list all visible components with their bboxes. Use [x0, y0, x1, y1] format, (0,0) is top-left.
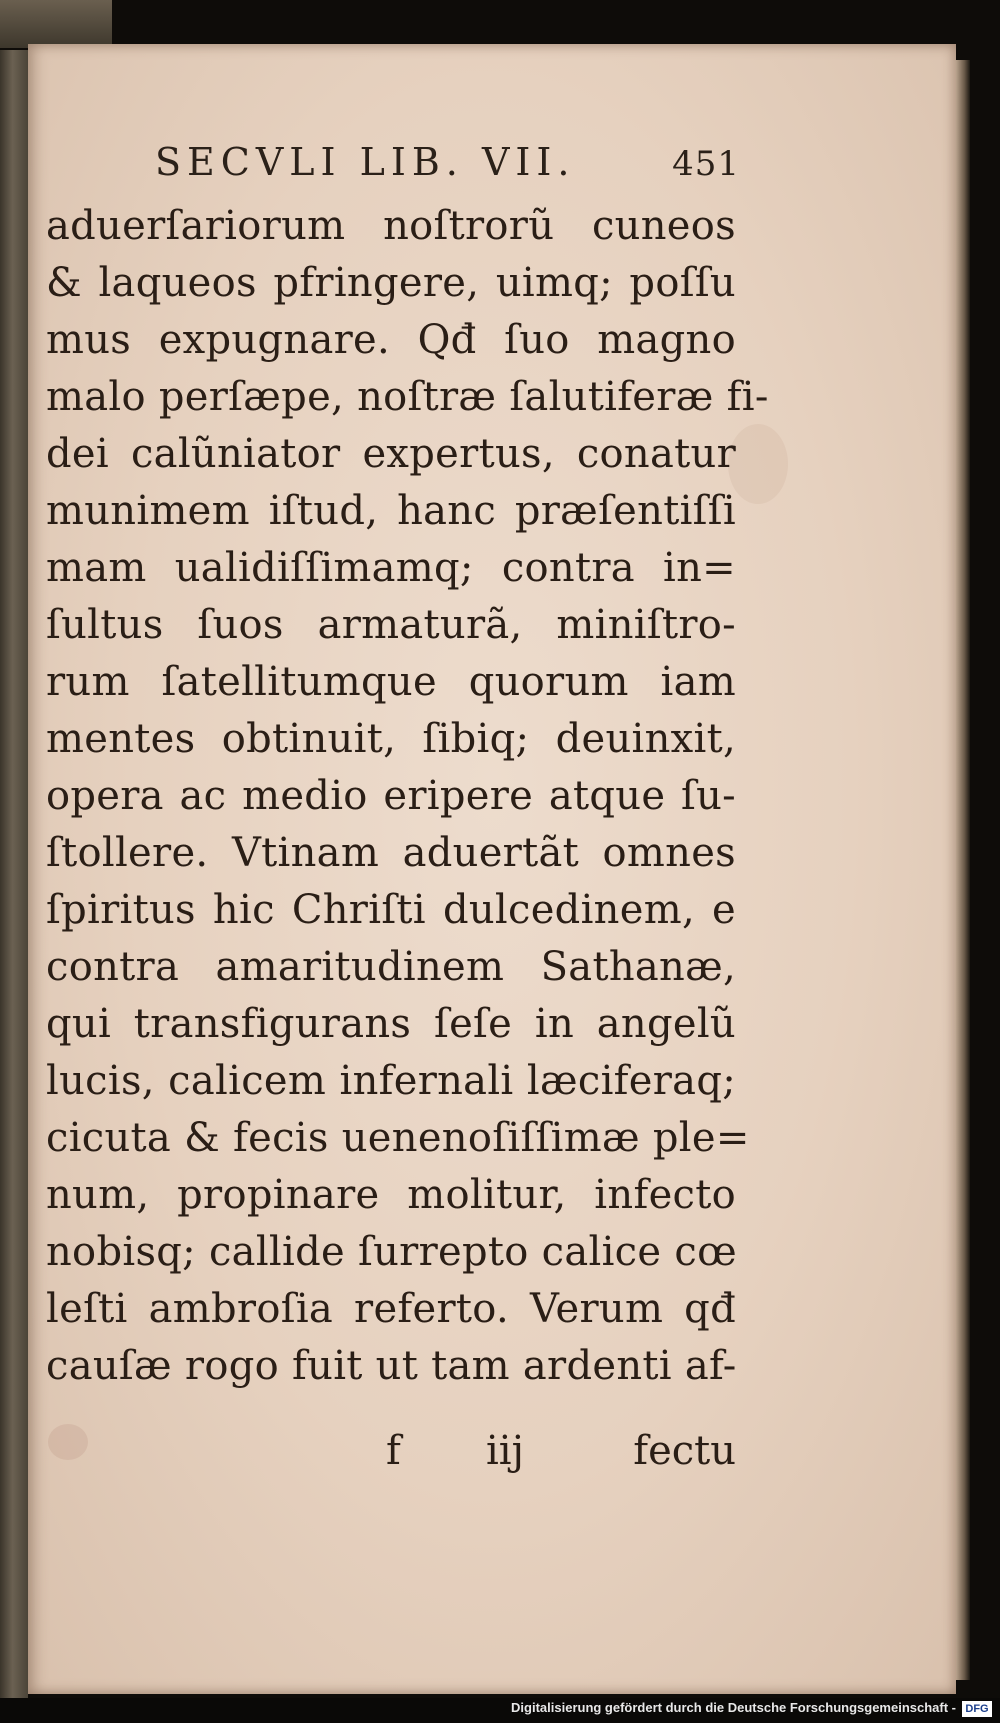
- binding-edge: [0, 50, 28, 1700]
- text-line: aduerſariorum noſtrorũ cuneos: [46, 203, 736, 249]
- funding-credit: Digitalisierung gefördert durch die Deutsche Forschungsgemeinschaft -: [511, 1700, 956, 1715]
- text-line: lucis, calicem infernali læciferaq;: [46, 1058, 736, 1104]
- text-line: munimem iſtud, hanc præſentiſſi: [46, 488, 736, 534]
- text-line: nobisq; callide ſurrepto calice cœ: [46, 1229, 737, 1275]
- text-line: mus expugnare. Qđ ſuo magno: [46, 317, 736, 363]
- binding-corner: [0, 0, 112, 48]
- dfg-logo: DFG: [962, 1701, 992, 1717]
- signature-mark: f: [386, 1428, 401, 1474]
- text-line: ſultus ſuos armaturã, miniſtro-: [46, 602, 736, 648]
- catchline: [46, 1428, 736, 1485]
- text-line: qui transfigurans ſeſe in angelũ: [46, 1001, 736, 1047]
- text-line: opera ac medio eripere atque ſu-: [46, 773, 736, 819]
- text-line: contra amaritudinem Sathanæ,: [46, 944, 736, 990]
- text-line: malo perſæpe, noſtræ ſalutiferæ fi-: [46, 374, 769, 420]
- page-header: [155, 140, 740, 190]
- body-text: [46, 198, 769, 1395]
- text-line: & laqueos pfringere, uimq; poſſu: [46, 260, 736, 306]
- text-line: ſpiritus hic Chriſti dulcedinem, e: [46, 887, 736, 933]
- text-line: cauſæ rogo fuit ut tam ardenti af-: [46, 1343, 737, 1389]
- catchword: fectu: [633, 1428, 736, 1474]
- text-line: mam ualidiſſimamq; contra in=: [46, 545, 736, 591]
- running-head: SECVLI LIB. VII.: [155, 140, 576, 184]
- page-edge: [956, 60, 970, 1680]
- text-line: ſtollere. Vtinam aduertãt omnes: [46, 830, 736, 876]
- text-line: rum ſatellitumque quorum iam: [46, 659, 736, 705]
- signature-number: iij: [486, 1428, 524, 1474]
- paper-stain: [728, 424, 788, 504]
- page-number: 451: [672, 144, 740, 184]
- text-line: num, propinare molitur, infecto: [46, 1172, 736, 1218]
- text-line: dei calũniator expertus, conatur: [46, 431, 736, 477]
- text-line: cicuta & fecis uenenoſiſſimæ ple=: [46, 1115, 750, 1161]
- text-line: mentes obtinuit, ſibiq; deuinxit,: [46, 716, 736, 762]
- text-line: leſti ambroſia referto. Verum qđ: [46, 1286, 736, 1332]
